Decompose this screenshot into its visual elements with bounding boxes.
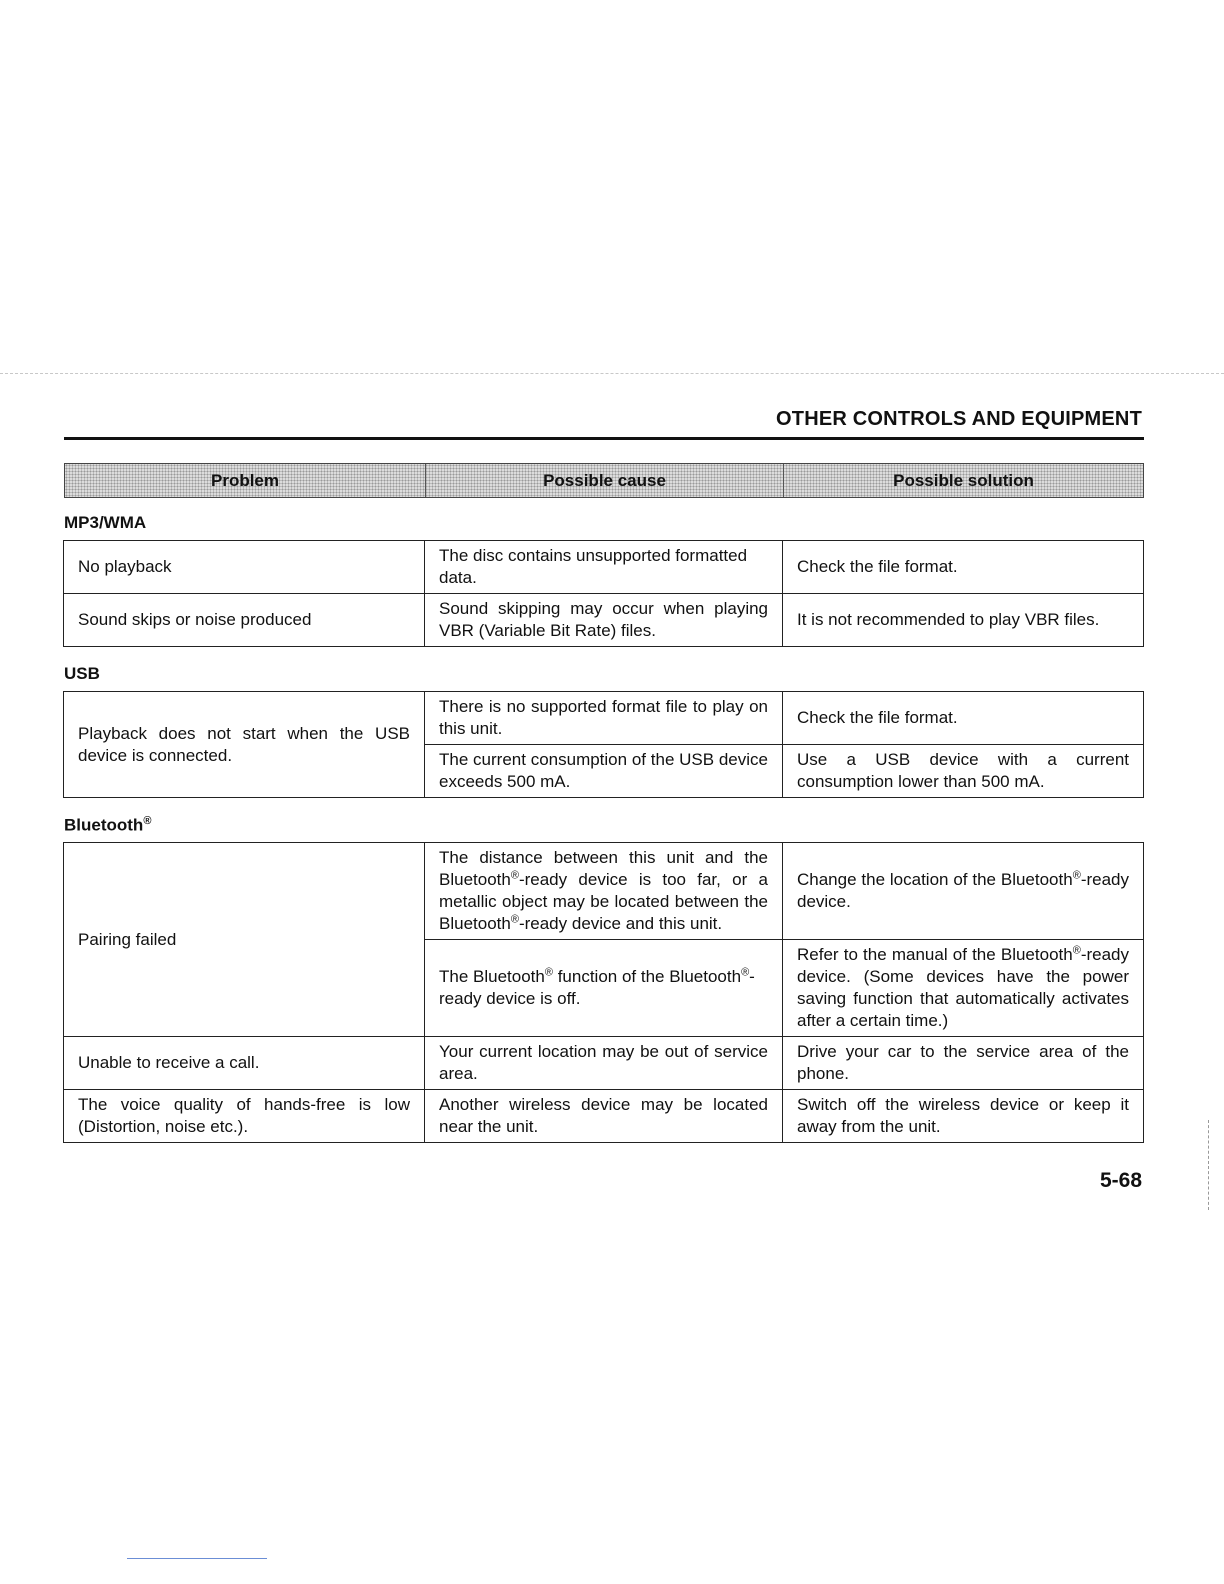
group-title-text: Bluetooth [64, 815, 144, 835]
problem-cell: Pairing failed [64, 843, 425, 1037]
solution-cell: Use a USB device with a current consumption lower than 500 mA. [783, 745, 1144, 798]
solution-cell: Refer to the manual of the Bluetooth®-ready device. (Some devices have the power saving function that automatically activates after a certain time.) [783, 940, 1144, 1037]
column-header-cause: Possible cause [426, 464, 784, 497]
column-header-problem: Problem [65, 464, 426, 497]
problem-cell: Sound skips or noise produced [64, 594, 425, 647]
solution-cell: Drive your car to the service area of the phone. [783, 1037, 1144, 1090]
cause-cell: The disc contains unsupported formatted data. [425, 541, 783, 594]
registered-mark: ® [1072, 944, 1081, 957]
cause-cell: There is no supported format file to play on this unit. [425, 692, 783, 745]
registered-mark: ® [741, 966, 750, 979]
cause-cell: The current consumption of the USB device exceeds 500 mA. [425, 745, 783, 798]
registered-mark: ® [544, 966, 553, 979]
problem-cell: The voice quality of hands-free is low (Distortion, noise etc.). [64, 1090, 425, 1143]
table-row [64, 1090, 1144, 1143]
registered-mark: ® [510, 913, 519, 926]
cause-cell: The Bluetooth® function of the Bluetooth®-ready device is off. [425, 940, 783, 1037]
registered-mark: ® [143, 815, 152, 827]
problem-cell: No playback [64, 541, 425, 594]
table-row [64, 1037, 1144, 1090]
page-number: 5-68 [1099, 1169, 1142, 1192]
registered-mark: ® [1072, 869, 1081, 882]
table-mp3 [63, 540, 1144, 647]
scan-edge-mark [1208, 1120, 1209, 1210]
table-row [64, 692, 1144, 745]
solution-cell: Check the file format. [783, 541, 1144, 594]
problem-cell: Unable to receive a call. [64, 1037, 425, 1090]
section-heading: OTHER CONTROLS AND EQUIPMENT [776, 408, 1142, 430]
table-usb [63, 691, 1144, 798]
table-row [64, 843, 1144, 940]
group-title-bluetooth [64, 815, 151, 836]
table-row [64, 594, 1144, 647]
scan-artifact-line [0, 373, 1224, 374]
solution-cell: Check the file format. [783, 692, 1144, 745]
cause-cell: Your current location may be out of service area. [425, 1037, 783, 1090]
solution-cell: It is not recommended to play VBR files. [783, 594, 1144, 647]
table-row [64, 541, 1144, 594]
group-title-usb: USB [64, 664, 100, 683]
table-bluetooth [63, 842, 1144, 1143]
cause-cell: Another wireless device may be located near the unit. [425, 1090, 783, 1143]
column-header-solution: Possible solution [893, 470, 1034, 490]
registered-mark: ® [510, 869, 519, 882]
heading-rule [64, 437, 1144, 440]
table-header-bar [64, 463, 1144, 498]
problem-cell: Playback does not start when the USB device is connected. [64, 692, 425, 798]
group-title-mp3: MP3/WMA [64, 513, 147, 532]
solution-cell: Switch off the wireless device or keep it away from the unit. [783, 1090, 1144, 1143]
cause-cell: The distance between this unit and the Bluetooth®-ready device is too far, or a metallic object may be located between the Bluetooth®-ready device and this unit. [425, 843, 783, 940]
scan-bottom-line [127, 1558, 267, 1559]
cause-cell: Sound skipping may occur when playing VBR (Variable Bit Rate) files. [425, 594, 783, 647]
solution-cell: Change the location of the Bluetooth®-ready device. [783, 843, 1144, 940]
